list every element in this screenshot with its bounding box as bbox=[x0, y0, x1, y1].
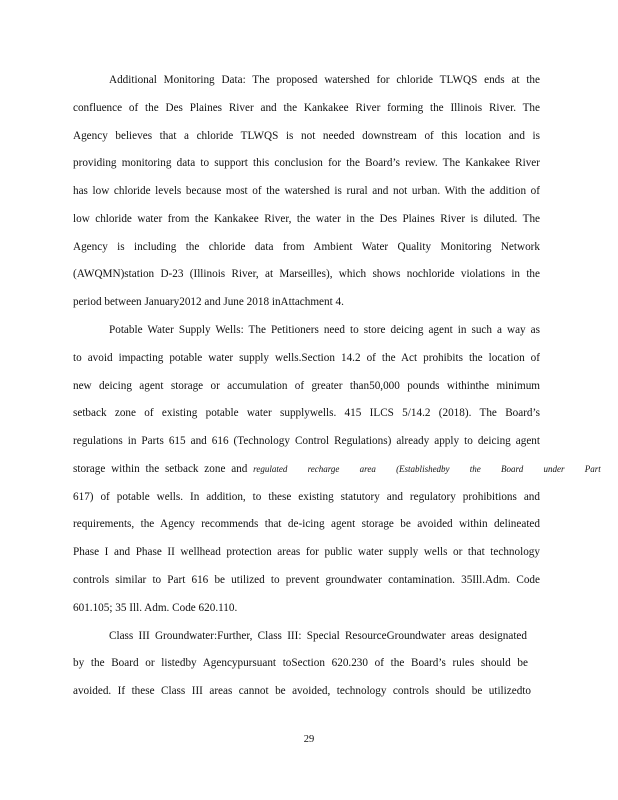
paragraph-line: providing monitoring data to support this conclusion for the Board’s review. The Kankakee River bbox=[73, 157, 540, 169]
paragraph-line-mixed bbox=[73, 462, 601, 476]
paragraph-line: (AWQMN)station D-23 (Illinois River, at Marseilles), which shows nochloride violations in the bbox=[73, 268, 540, 280]
page-number: 29 bbox=[303, 734, 315, 745]
paragraph-line: Agency believes that a chloride TLWQS is not needed downstream of this location and is bbox=[73, 130, 540, 142]
paragraph-line: regulations in Parts 615 and 616 (Technology Control Regulations) already apply to deicing agent bbox=[73, 435, 540, 447]
paragraph-line: new deicing agent storage or accumulation of greater than50,000 pounds withinthe minimum bbox=[73, 380, 540, 392]
paragraph-line: Class III Groundwater:Further, Class III: Special ResourceGroundwater areas designated bbox=[109, 630, 527, 642]
paragraph-line: confluence of the Des Plaines River and the Kankakee River forming the Illinois River. The bbox=[73, 102, 540, 114]
paragraph-line: 601.105; 35 Ill. Adm. Code 620.110. bbox=[73, 602, 238, 614]
paragraph-text: storage within the setback zone and bbox=[73, 463, 248, 475]
italic-citation: regulated recharge area (Establishedby the Board under Part bbox=[253, 464, 601, 474]
paragraph-line: Phase I and Phase II wellhead protection areas for public water supply wells or that technology bbox=[73, 546, 540, 558]
paragraph-line: Agency is including the chloride data from Ambient Water Quality Monitoring Network bbox=[73, 241, 540, 253]
paragraph-line: avoided. If these Class III areas cannot be avoided, technology controls should be utilizedto bbox=[73, 685, 531, 697]
paragraph-line: setback zone of existing potable water supplywells. 415 ILCS 5/14.2 (2018). The Board’s bbox=[73, 407, 540, 419]
paragraph-line: Additional Monitoring Data: The proposed watershed for chloride TLWQS ends at the bbox=[109, 74, 540, 86]
paragraph-line: low chloride water from the Kankakee River, the water in the Des Plaines River is diluted. The bbox=[73, 213, 540, 225]
paragraph-line: requirements, the Agency recommends that de-icing agent storage be avoided within delineated bbox=[73, 518, 540, 530]
paragraph-line: 617) of potable wells. In addition, to these existing statutory and regulatory prohibitions and bbox=[73, 491, 540, 503]
paragraph-line: by the Board or listedby Agencypursuant toSection 620.230 of the Board’s rules should be bbox=[73, 657, 528, 669]
paragraph-line: has low chloride levels because most of the watershed is rural and not urban. With the addition of bbox=[73, 185, 540, 197]
paragraph-line: Potable Water Supply Wells: The Petitioners need to store deicing agent in such a way as bbox=[109, 324, 540, 336]
paragraph-line: to avoid impacting potable water supply wells.Section 14.2 of the Act prohibits the location of bbox=[73, 352, 540, 364]
paragraph-line: controls similar to Part 616 be utilized to prevent groundwater contamination. 35Ill.Adm. Code bbox=[73, 574, 540, 586]
paragraph-line: period between January2012 and June 2018 inAttachment 4. bbox=[73, 296, 344, 308]
